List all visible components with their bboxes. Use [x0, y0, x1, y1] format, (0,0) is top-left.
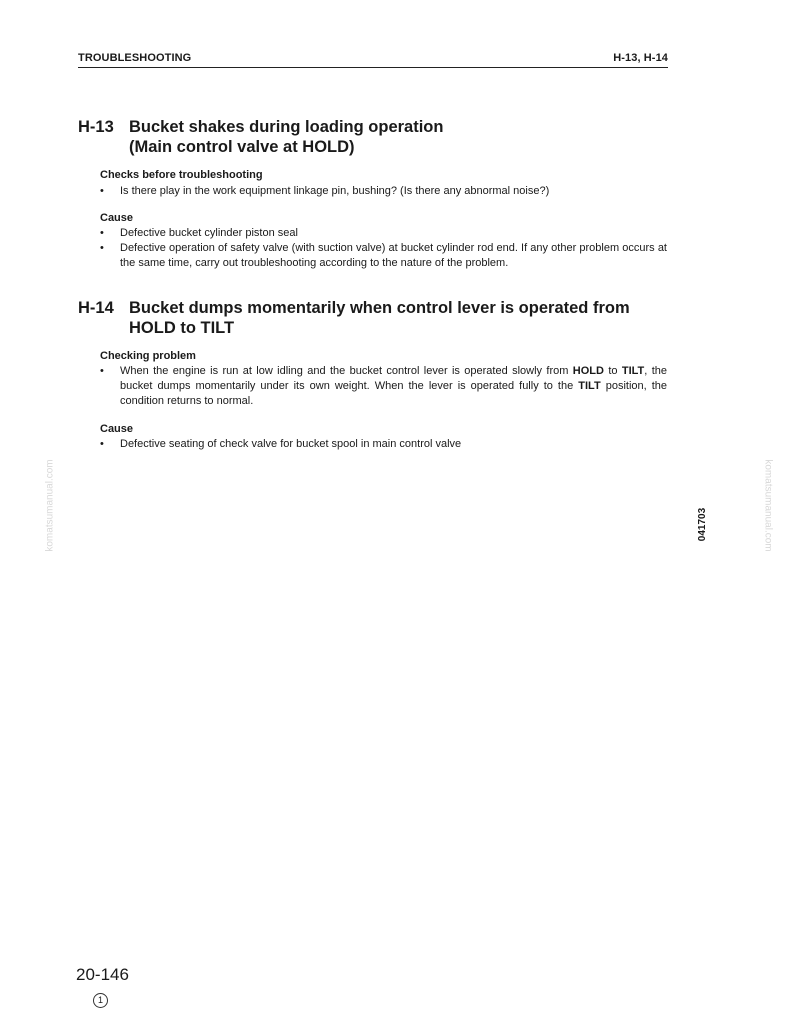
watermark-right: komatsumanual.com: [762, 459, 774, 552]
cause-heading-h13: Cause: [100, 212, 134, 224]
checks-before-heading: Checks before troubleshooting: [100, 169, 263, 181]
list-item: • Is there play in the work equipment linkage pin, bushing? (Is there any abnormal noise?): [100, 184, 667, 199]
cause-heading-h14: Cause: [100, 423, 134, 435]
checking-problem-heading: Checking problem: [100, 350, 196, 362]
checks-before-list: [100, 184, 667, 199]
checking-problem-list: [100, 364, 667, 409]
cause-list-h14: [100, 437, 667, 452]
section-code: H-14: [78, 299, 114, 317]
cause-list-h13: [100, 226, 667, 271]
page-header: [78, 52, 668, 68]
section-title-line1: Bucket dumps momentarily when control lever is operated from: [129, 299, 630, 317]
list-item: • Defective bucket cylinder piston seal: [100, 226, 667, 241]
header-section-label: TROUBLESHOOTING: [78, 52, 192, 64]
section-code: H-13: [78, 118, 114, 136]
section-title-line1: Bucket shakes during loading operation: [129, 118, 444, 136]
figure-code-text: 041703: [697, 507, 709, 542]
section-title-h13: [78, 117, 443, 157]
header-code-label: H-13, H-14: [613, 52, 668, 64]
section-title-h14: [78, 298, 630, 338]
header-divider: [78, 67, 668, 68]
list-item: • Defective operation of safety valve (with suction valve) at bucket cylinder rod end. If any other problem occurs at the same time, carry out troubleshooting according to the nature of the problem.: [100, 241, 667, 271]
page-number: 20-146: [76, 965, 129, 984]
list-item: • Defective seating of check valve for bucket spool in main control valve: [100, 437, 667, 452]
section-title-line2: (Main control valve at HOLD): [129, 138, 355, 156]
figure-code: [698, 505, 718, 545]
revision-mark: 1: [93, 993, 108, 1008]
list-item: • When the engine is run at low idling and the bucket control lever is operated slowly from HOLD to TILT, the bucket dumps momentarily under its own weight. When the lever is operated fully to the TILT position, the condition returns to normal.: [100, 364, 667, 409]
watermark-left: komatsumanual.com: [44, 459, 56, 552]
section-title-line2: HOLD to TILT: [129, 319, 235, 337]
